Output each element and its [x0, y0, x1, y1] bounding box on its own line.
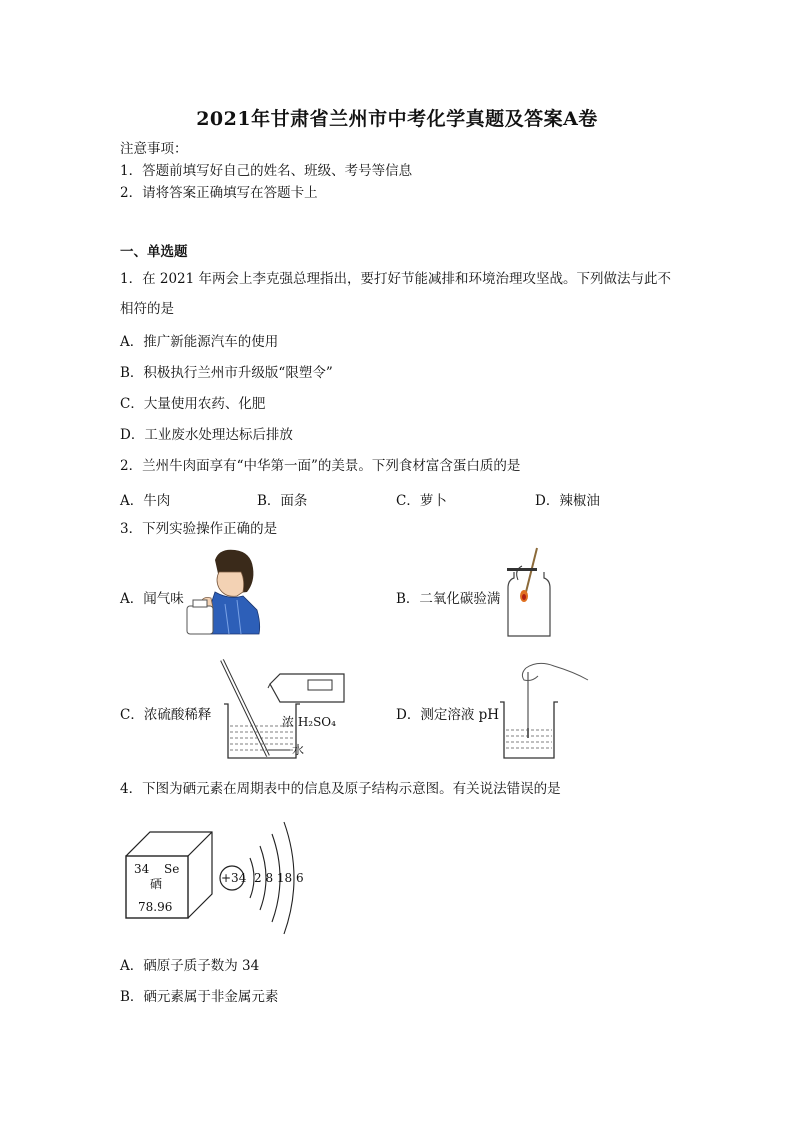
q2-option-a: A．牛肉	[120, 493, 171, 509]
ph-test-figure	[498, 658, 590, 762]
q3-option-a: A．闻气味	[120, 591, 184, 607]
page-title: 2021年甘肃省兰州市中考化学真题及答案A卷	[196, 108, 598, 130]
notice-item: 2．请将答案正确填写在答题卡上	[120, 185, 318, 201]
element-name: 硒	[150, 877, 163, 891]
q1-option-d: D．工业废水处理达标后排放	[120, 427, 293, 443]
question-4-stem: 4．下图为硒元素在周期表中的信息及原子结构示意图。有关说法错误的是	[120, 781, 561, 797]
q3-option-c: C．浓硫酸稀释	[120, 707, 212, 723]
acid-dilution-figure	[220, 658, 350, 762]
question-1-stem: 1．在 2021 年两会上李克强总理指出，要打好节能减排和环境治理攻坚战。下列做法与此不	[120, 271, 672, 287]
q3-option-b: B．二氧化碳验满	[396, 591, 501, 607]
water-label: 水	[292, 743, 305, 757]
smelling-figure	[185, 548, 261, 636]
question-1-stem-cont: 相符的是	[120, 301, 174, 317]
atom-structure-figure	[216, 818, 306, 938]
q4-option-b: B．硒元素属于非金属元素	[120, 989, 279, 1005]
question-2-stem: 2．兰州牛肉面享有“中华第一面”的美景。下列食材富含蛋白质的是	[120, 458, 521, 474]
notice-heading: 注意事项：	[120, 141, 188, 157]
electron-shells: 2 8 18 6	[254, 871, 304, 885]
q1-option-b: B．积极执行兰州市升级版“限塑令”	[120, 365, 333, 381]
q2-option-d: D．辣椒油	[535, 493, 600, 509]
question-3-stem: 3．下列实验操作正确的是	[120, 521, 278, 537]
q2-option-c: C．萝卜	[396, 493, 447, 509]
acid-label: 浓 H₂SO₄	[282, 715, 336, 729]
element-symbol: Se	[164, 862, 180, 876]
element-cell-figure	[122, 828, 222, 924]
q1-option-a: A．推广新能源汽车的使用	[120, 334, 279, 350]
co2-test-figure	[504, 548, 556, 640]
nucleus-charge: +34	[221, 871, 247, 885]
atomic-number: 34	[134, 862, 150, 876]
q1-option-c: C．大量使用农药、化肥	[120, 396, 266, 412]
section-heading: 一、单选题	[120, 244, 188, 260]
atomic-mass: 78.96	[138, 900, 173, 914]
q4-option-a: A．硒原子质子数为 34	[120, 958, 260, 974]
q2-option-b: B．面条	[257, 493, 308, 509]
notice-item: 1．答题前填写好自己的姓名、班级、考号等信息	[120, 163, 413, 179]
q3-option-d: D．测定溶液 pH	[396, 707, 500, 723]
